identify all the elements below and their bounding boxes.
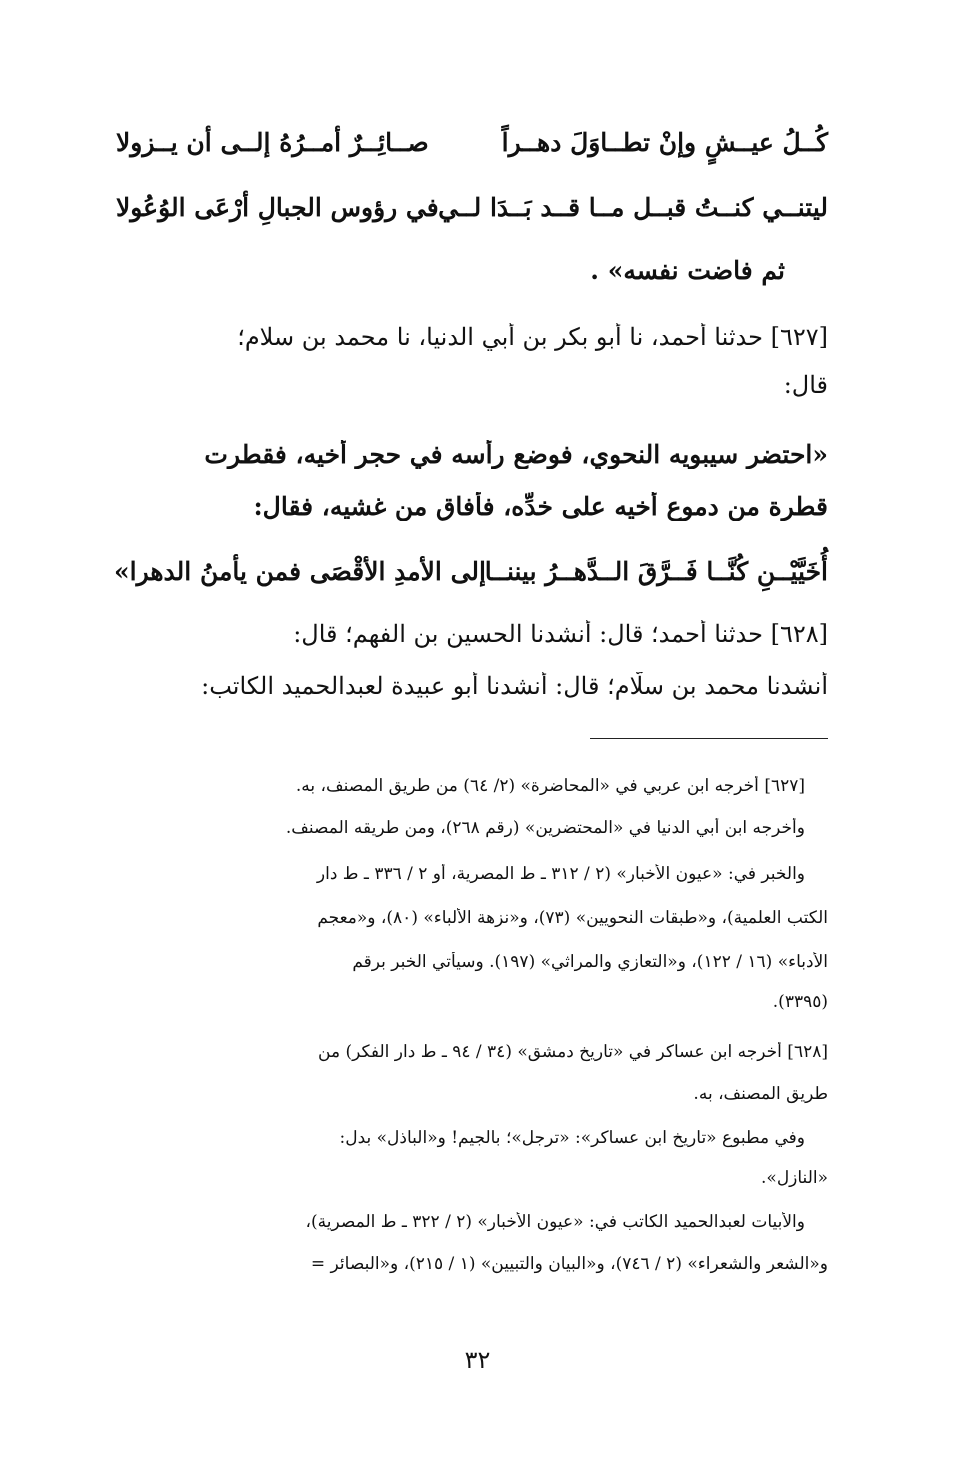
story-line-2: قطرة من دموع أخيه على خدِّه، فأفاق من غشيه، فقال: <box>253 492 828 521</box>
footnote-628-line-3: وفي مطبوع «تاريخ ابن عساكر»: «ترجل»؛ بالجيم! و«الباذل» بدل: <box>339 1128 805 1148</box>
story-line-1: «احتضر سيبويه النحوي، فوضع رأسه في حجر أخيه، فقطرت <box>204 440 828 469</box>
verse-3-hemistich-1: أُخَيَّيْــنِ كُنَّــا فَــرَّقَ الــدَّهــرُ بيننــا <box>484 557 828 586</box>
footnote-627-line-1: [٦٢٧] أخرجه ابن عربي في «المحاضرة» (٢/ ٦٤) من طريق المصنف، به. <box>295 776 805 796</box>
footnote-628-line-4: «النازل». <box>761 1168 828 1188</box>
footnote-627-line-3: والخبر في: «عيون الأخبار» (٢ / ٣١٢ ـ ط المصرية، أو ٢ / ٣٣٦ ـ ط دار <box>316 864 805 884</box>
footnote-628-line-6: و«الشعر والشعراء» (٢ / ٧٤٦)، و«البيان والتبيين» (١ / ٢١٥)، و«البصائر = <box>310 1254 828 1274</box>
verse-3-hemistich-2: إلى الأمدِ الأقْصَى فمن يأمنُ الدهرا» <box>114 557 486 586</box>
footnote-627-line-2: وأخرجه ابن أبي الدنيا في «المحتضرين» (رقم ٢٦٨)، ومن طريقه المصنف. <box>285 818 805 838</box>
verse-1-hemistich-1: كُــلُ عيــشٍ وإنْ تطــاوَلَ دهــراً <box>501 128 828 157</box>
verse-1-hemistich-2: صــائِــرٌ أمــرُهُ إلــى أن يــزولا <box>116 128 429 157</box>
entry-627-line-2: قال: <box>783 371 828 399</box>
footnote-627-line-5: الأدباء» (١٦ / ١٢٢)، و«التعازي والمراثي» (١٩٧). وسيأتي الخبر برقم <box>352 952 828 972</box>
entry-627-line-1: [٦٢٧] حدثنا أحمد، نا أبو بكر بن أبي الدنيا، نا محمد بن سلام؛ <box>237 323 828 351</box>
entry-628-line-1: [٦٢٨] حدثنا أحمد؛ قال: أنشدنا الحسين بن الفهم؛ قال: <box>293 620 828 648</box>
verse-2-hemistich-1: ليتنــي كنــتُ قبــل مــا قــد بَــدَا لــي <box>438 193 828 222</box>
entry-628-line-2: أنشدنا محمد بن سلّام؛ قال: أنشدنا أبو عبيدة لعبدالحميد الكاتب: <box>201 672 828 700</box>
footnote-627-line-4: الكتب العلمية)، و«طبقات النحويين» (٧٣)، و«نزهة الألباء» (٨٠)، و«معجم <box>317 908 828 928</box>
verse-2-hemistich-2: في رؤوس الجبالِ أرْعَى الوُعُولا <box>116 193 439 222</box>
poem-closing: ثم فاضت نفسه» . <box>590 256 785 285</box>
footnote-628-line-5: والأبيات لعبدالحميد الكاتب في: «عيون الأخبار» (٢ / ٣٢٢ ـ ط المصرية)، <box>305 1212 805 1232</box>
footnote-627-line-6: (٣٣٩٥). <box>772 992 828 1012</box>
footnote-628-line-1: [٦٢٨] أخرجه ابن عساكر في «تاريخ دمشق» (٣٤ / ٩٤ ـ ط دار الفكر) من <box>318 1042 828 1062</box>
footnote-628-line-2: طريق المصنف، به. <box>693 1084 828 1104</box>
footnote-separator <box>590 738 828 739</box>
page-number: ٣٢ <box>464 1346 491 1374</box>
